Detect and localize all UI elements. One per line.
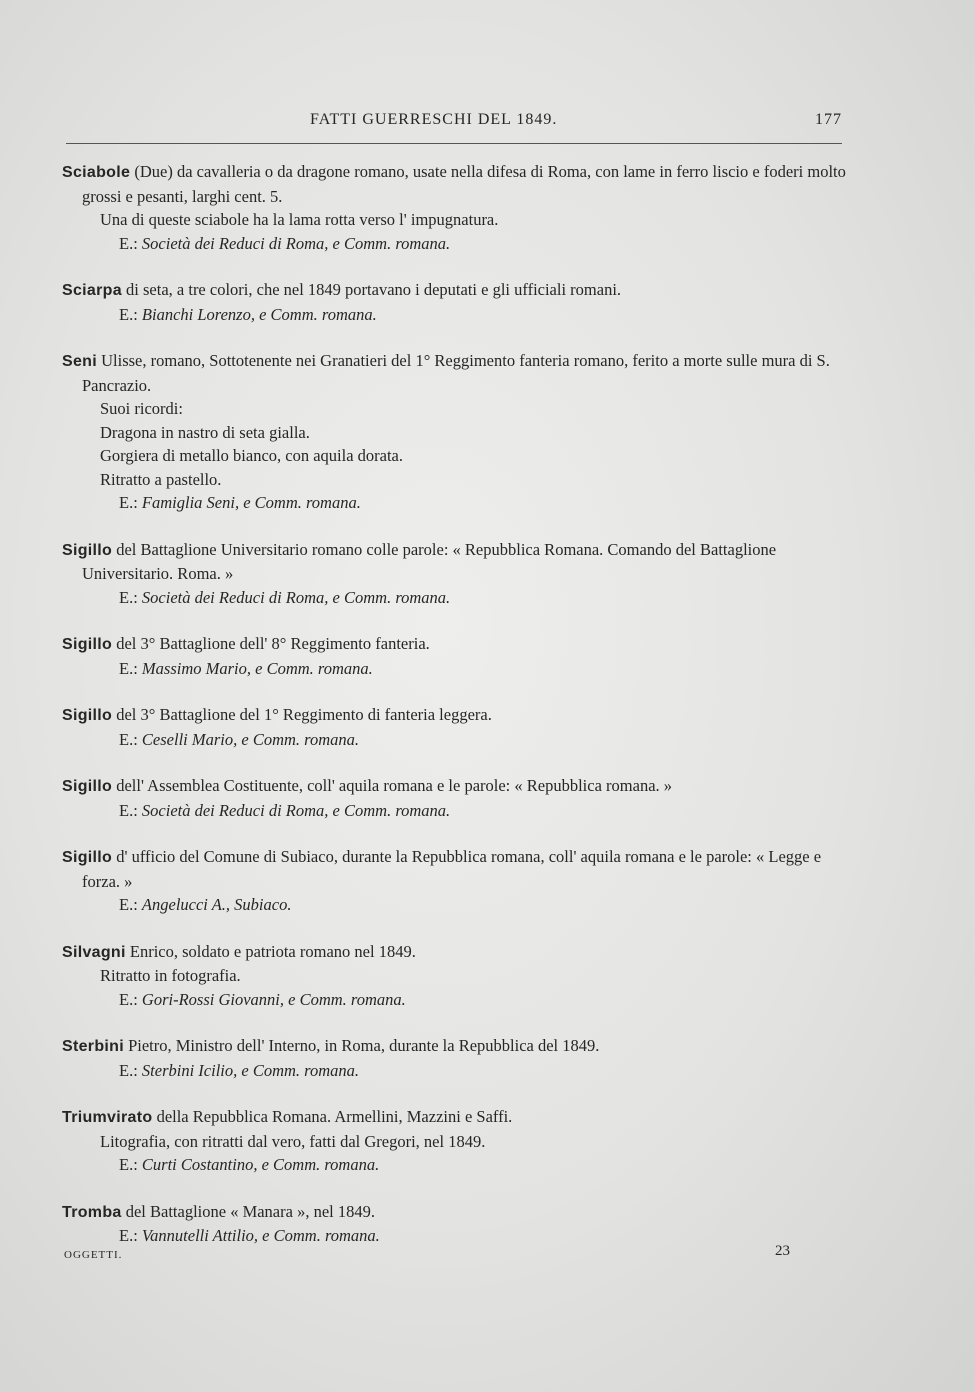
source-prefix: E.:	[119, 800, 142, 820]
entry-source	[62, 988, 846, 1012]
entry-note: Dragona in nastro di seta gialla.	[100, 422, 310, 442]
catalog-entry	[62, 1105, 846, 1177]
catalog-entry	[62, 1200, 846, 1248]
catalog-entry	[62, 538, 846, 610]
entry-source	[62, 232, 846, 256]
source-prefix: E.:	[119, 989, 142, 1009]
entry-description	[62, 160, 846, 208]
entry-headword: Triumvirato	[62, 1109, 153, 1126]
entry-note: Una di queste sciabole ha la lama rotta verso l' impugnatura.	[100, 210, 499, 229]
entry-source	[62, 1059, 846, 1083]
catalog-entry	[62, 278, 846, 326]
source-name: Società dei Reduci di Roma, e Comm. romana.	[141, 800, 451, 820]
catalog-entry	[62, 160, 846, 255]
entry-headword: Sigillo	[62, 849, 113, 866]
entry-source	[62, 586, 846, 610]
entry-text: d' ufficio del Comune di Subiaco, durante la Repubblica romana, coll' aquila romana e le parole: « Legge e forza. »	[82, 847, 822, 891]
entry-headword: Sciabole	[62, 164, 131, 181]
entry-source	[62, 657, 846, 681]
entry-headword: Sigillo	[62, 707, 113, 724]
source-prefix: E.:	[119, 587, 142, 607]
entry-description	[62, 349, 846, 397]
entry-description	[62, 845, 846, 893]
catalog-entry	[62, 845, 846, 917]
entry-text: di seta, a tre colori, che nel 1849 portavano i deputati e gli ufficiali romani.	[121, 280, 622, 299]
source-prefix: E.:	[119, 304, 142, 324]
entry-source	[62, 728, 846, 752]
entry-text: del Battaglione Universitario romano colle parole: « Repubblica Romana. Comando del Battaglione Universitario. Roma. »	[82, 539, 777, 583]
running-title: FATTI GUERRESCHI DEL 1849.	[310, 111, 558, 128]
entry-text: del 3° Battaglione del 1° Reggimento di fanteria leggera.	[112, 705, 492, 724]
catalog-entry	[62, 940, 846, 1012]
source-name: Ceselli Mario, e Comm. romana.	[141, 729, 360, 749]
entry-text: (Due) da cavalleria o da dragone romano, usate nella difesa di Roma, con lame in ferro liscio e foderi molto grossi e pesanti, larghi cent. 5.	[82, 162, 846, 206]
source-name: Famiglia Seni, e Comm. romana.	[141, 493, 361, 512]
entry-description	[62, 1034, 846, 1059]
source-name: Società dei Reduci di Roma, e Comm. romana.	[141, 587, 451, 607]
page-footer	[64, 1243, 790, 1267]
entry-description	[62, 703, 846, 728]
running-head	[64, 111, 842, 135]
source-prefix: E.:	[119, 1060, 142, 1080]
entry-description	[62, 940, 846, 965]
source-prefix: E.:	[119, 233, 142, 253]
entry-headword: Tromba	[62, 1203, 122, 1221]
entry-source	[62, 1153, 846, 1177]
source-name: Bianchi Lorenzo, e Comm. romana.	[141, 304, 377, 324]
entry-text: Enrico, soldato e patriota romano nel 1849.	[125, 941, 416, 961]
source-name: Gori-Rossi Giovanni, e Comm. romana.	[141, 989, 406, 1009]
source-prefix: E.:	[119, 1226, 142, 1245]
entry-note: Ritratto a pastello.	[100, 469, 222, 489]
sheet-number: 23	[775, 1243, 790, 1259]
source-prefix: E.:	[119, 729, 142, 749]
entry-text: della Repubblica Romana. Armellini, Mazzini e Saffi.	[152, 1107, 513, 1126]
entry-note: Litografia, con ritratti dal vero, fatti dal Gregori, nel 1849.	[100, 1131, 486, 1151]
source-prefix: E.:	[119, 895, 142, 914]
entry-headword: Sigillo	[62, 778, 113, 795]
source-name: Società dei Reduci di Roma, e Comm. romana.	[141, 233, 451, 253]
entry-headword: Sigillo	[62, 636, 113, 653]
source-name: Angelucci A., Subiaco.	[141, 895, 292, 914]
entry-text: Ulisse, romano, Sottotenente nei Granatieri del 1° Reggimento fanteria romano, ferito a morte sulle mura di S. Pancrazio.	[82, 351, 830, 395]
source-prefix: E.:	[119, 658, 142, 678]
entry-source	[62, 491, 846, 515]
catalog-entry	[62, 703, 846, 751]
source-prefix: E.:	[119, 493, 142, 512]
entry-description	[62, 538, 846, 586]
source-name: Massimo Mario, e Comm. romana.	[141, 658, 373, 678]
entry-text: dell' Assemblea Costituente, coll' aquila romana e le parole: « Repubblica romana. »	[112, 776, 673, 795]
page-number: 177	[815, 111, 842, 128]
entry-text: Pietro, Ministro dell' Interno, in Roma, durante la Repubblica del 1849.	[123, 1036, 600, 1055]
entry-headword: Sciarpa	[62, 282, 122, 299]
catalog-entry	[62, 1034, 846, 1082]
entry-text: del Battaglione « Manara », nel 1849.	[121, 1201, 375, 1221]
catalog-entry	[62, 349, 846, 515]
source-name: Vannutelli Attilio, e Comm. romana.	[141, 1226, 380, 1245]
catalog-entries	[62, 160, 846, 1271]
entry-note: Suoi ricordi:	[100, 399, 183, 418]
signature-mark: OGGETTI.	[64, 1249, 123, 1261]
entry-note: Ritratto in fotografia.	[100, 966, 241, 985]
entry-description	[62, 1200, 846, 1225]
entry-text: del 3° Battaglione dell' 8° Reggimento fanteria.	[112, 634, 430, 653]
entry-headword: Sterbini	[62, 1038, 124, 1055]
entry-source	[62, 303, 846, 327]
header-rule	[66, 143, 842, 144]
entry-headword: Sigillo	[62, 541, 113, 559]
entry-description	[62, 1105, 846, 1130]
source-prefix: E.:	[119, 1155, 142, 1174]
entry-source	[62, 893, 846, 917]
entry-source	[62, 799, 846, 823]
entry-note: Gorgiera di metallo bianco, con aquila dorata.	[100, 446, 404, 465]
catalog-entry	[62, 774, 846, 822]
source-name: Sterbini Icilio, e Comm. romana.	[141, 1060, 359, 1080]
entry-description	[62, 632, 846, 657]
source-name: Curti Costantino, e Comm. romana.	[141, 1155, 380, 1174]
catalog-entry	[62, 632, 846, 680]
entry-headword: Seni	[62, 353, 97, 370]
entry-description	[62, 278, 846, 303]
entry-description	[62, 774, 846, 799]
entry-headword: Silvagni	[62, 943, 126, 961]
